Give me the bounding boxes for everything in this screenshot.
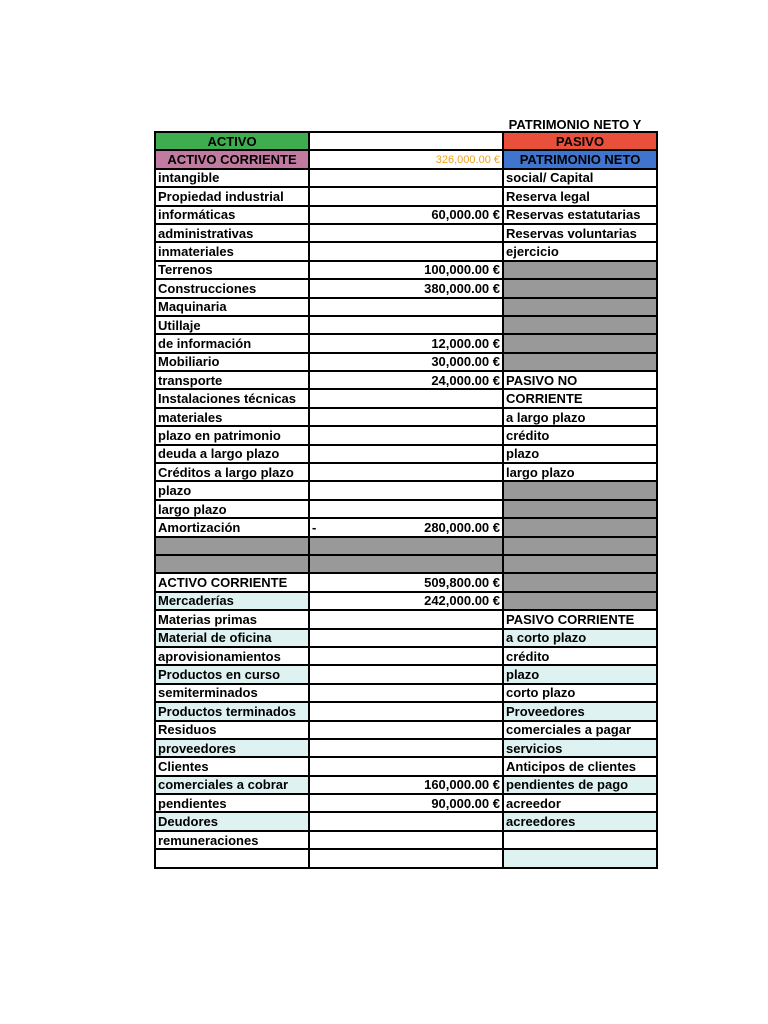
table-row — [155, 353, 657, 371]
activo-cell[interactable]: comerciales a cobrar — [155, 776, 309, 794]
amount-cell[interactable] — [309, 849, 503, 867]
amount-cell[interactable] — [309, 702, 503, 720]
pasivo-cell[interactable] — [503, 316, 657, 334]
table-row — [155, 518, 657, 536]
activo-cell[interactable]: Clientes — [155, 757, 309, 775]
pasivo-cell[interactable]: Anticipos de clientes — [503, 757, 657, 775]
balance-table — [154, 131, 658, 869]
header-blank[interactable] — [309, 132, 503, 150]
patrimonio-neto-header[interactable]: PATRIMONIO NETO — [503, 150, 657, 168]
activo-corriente-header[interactable]: ACTIVO CORRIENTE — [155, 150, 309, 168]
pasivo-cell[interactable]: Reservas estatutarias — [503, 206, 657, 224]
pasivo-cell[interactable]: corto plazo — [503, 684, 657, 702]
activo-cell[interactable]: ACTIVO CORRIENTE — [155, 573, 309, 591]
pasivo-cell[interactable] — [503, 573, 657, 591]
amount-cell[interactable]: 509,800.00 € — [309, 573, 503, 591]
pasivo-cell[interactable]: crédito — [503, 647, 657, 665]
table-row — [155, 316, 657, 334]
pasivo-cell[interactable]: PASIVO NO — [503, 371, 657, 389]
table-row — [155, 831, 657, 849]
amount-cell[interactable]: 12,000.00 € — [309, 334, 503, 352]
table-row — [155, 684, 657, 702]
pasivo-cell[interactable]: Proveedores — [503, 702, 657, 720]
table-row — [155, 187, 657, 205]
activo-cell[interactable]: informáticas — [155, 206, 309, 224]
pasivo-cell[interactable]: plazo — [503, 665, 657, 683]
activo-cell[interactable]: administrativas — [155, 224, 309, 242]
table-row — [155, 721, 657, 739]
table-row — [155, 426, 657, 444]
activo-cell[interactable] — [155, 555, 309, 573]
activo-cell[interactable]: largo plazo — [155, 500, 309, 518]
table-row — [155, 665, 657, 683]
amount-cell[interactable] — [309, 739, 503, 757]
amount-cell[interactable]: 90,000.00 € — [309, 794, 503, 812]
table-row — [155, 169, 657, 187]
amount-cell[interactable] — [309, 242, 503, 260]
pasivo-cell[interactable] — [503, 279, 657, 297]
table-row — [155, 481, 657, 499]
activo-cell[interactable]: Amortización — [155, 518, 309, 536]
amount-split — [312, 521, 500, 534]
activo-cell[interactable]: Terrenos — [155, 261, 309, 279]
pasivo-cell[interactable]: a corto plazo — [503, 629, 657, 647]
activo-cell[interactable] — [155, 849, 309, 867]
table-row — [155, 463, 657, 481]
pasivo-cell[interactable]: acreedor — [503, 794, 657, 812]
table-row — [155, 776, 657, 794]
activo-cell[interactable]: Deudores — [155, 812, 309, 830]
activo-corriente-value: 326,000.00 € — [435, 154, 500, 167]
amount-cell[interactable]: 160,000.00 € — [309, 776, 503, 794]
activo-cell[interactable]: inmateriales — [155, 242, 309, 260]
activo-cell[interactable]: remuneraciones — [155, 831, 309, 849]
activo-cell[interactable]: transporte — [155, 371, 309, 389]
activo-cell[interactable]: Construcciones — [155, 279, 309, 297]
amount-cell[interactable] — [309, 684, 503, 702]
pasivo-cell[interactable] — [503, 298, 657, 316]
table-row — [155, 555, 657, 573]
amount-value: 280,000.00 € — [424, 519, 500, 535]
amount-cell[interactable] — [309, 647, 503, 665]
amount-cell[interactable] — [309, 426, 503, 444]
pasivo-cell[interactable]: pendientes de pago — [503, 776, 657, 794]
table-row — [155, 629, 657, 647]
table-row — [155, 371, 657, 389]
pasivo-cell[interactable] — [503, 261, 657, 279]
pasivo-cell[interactable]: Reserva legal — [503, 187, 657, 205]
table-row — [155, 702, 657, 720]
table-row — [155, 739, 657, 757]
activo-cell[interactable]: Utillaje — [155, 316, 309, 334]
amount-cell[interactable]: 380,000.00 € — [309, 279, 503, 297]
pasivo-cell[interactable] — [503, 592, 657, 610]
pasivo-cell[interactable] — [503, 353, 657, 371]
top-note: PATRIMONIO NETO Y — [508, 118, 642, 132]
table-row — [155, 206, 657, 224]
activo-cell[interactable]: pendientes — [155, 794, 309, 812]
table-row — [155, 242, 657, 260]
pasivo-cell[interactable] — [503, 555, 657, 573]
activo-cell[interactable]: Mobiliario — [155, 353, 309, 371]
activo-cell[interactable]: Material de oficina — [155, 629, 309, 647]
amount-cell[interactable] — [309, 757, 503, 775]
activo-cell[interactable]: materiales — [155, 408, 309, 426]
table-row — [155, 812, 657, 830]
amount-cell[interactable] — [309, 555, 503, 573]
activo-header[interactable]: ACTIVO — [155, 132, 309, 150]
table-row — [155, 389, 657, 407]
activo-cell[interactable]: plazo en patrimonio — [155, 426, 309, 444]
table-row — [155, 334, 657, 352]
table-row — [155, 408, 657, 426]
activo-cell[interactable]: Propiedad industrial — [155, 187, 309, 205]
amount-cell[interactable] — [309, 629, 503, 647]
table-row — [155, 298, 657, 316]
amount-cell[interactable] — [309, 169, 503, 187]
pasivo-cell[interactable] — [503, 500, 657, 518]
amount-cell[interactable] — [309, 481, 503, 499]
table-row — [155, 757, 657, 775]
amount-cell[interactable] — [309, 445, 503, 463]
pasivo-cell[interactable]: servicios — [503, 739, 657, 757]
pasivo-header[interactable]: PASIVO — [503, 132, 657, 150]
amount-cell[interactable]: 242,000.00 € — [309, 592, 503, 610]
amount-cell[interactable]: 24,000.00 € — [309, 371, 503, 389]
amount-cell[interactable]: 60,000.00 € — [309, 206, 503, 224]
pasivo-cell[interactable] — [503, 481, 657, 499]
amount-cell[interactable] — [309, 389, 503, 407]
amount-cell[interactable] — [309, 224, 503, 242]
pasivo-cell[interactable]: largo plazo — [503, 463, 657, 481]
amount-cell[interactable] — [309, 408, 503, 426]
amount-cell[interactable] — [309, 500, 503, 518]
table-row — [155, 794, 657, 812]
activo-cell[interactable]: de información — [155, 334, 309, 352]
activo-cell[interactable] — [155, 537, 309, 555]
activo-cell[interactable]: Mercaderías — [155, 592, 309, 610]
activo-cell[interactable]: aprovisionamientos — [155, 647, 309, 665]
amount-cell[interactable]: 100,000.00 € — [309, 261, 503, 279]
pasivo-cell[interactable]: social/ Capital — [503, 169, 657, 187]
activo-cell[interactable]: Instalaciones técnicas — [155, 389, 309, 407]
pasivo-cell[interactable] — [503, 334, 657, 352]
activo-cell[interactable]: proveedores — [155, 739, 309, 757]
table-row — [155, 647, 657, 665]
pasivo-cell[interactable]: PASIVO CORRIENTE — [503, 610, 657, 628]
amount-cell[interactable] — [309, 316, 503, 334]
amount-cell[interactable] — [309, 831, 503, 849]
pasivo-cell[interactable] — [503, 831, 657, 849]
table-row — [155, 592, 657, 610]
pasivo-cell[interactable]: acreedores — [503, 812, 657, 830]
activo-cell[interactable]: Créditos a largo plazo — [155, 463, 309, 481]
activo-cell[interactable]: Productos terminados — [155, 702, 309, 720]
table-row — [155, 445, 657, 463]
activo-cell[interactable]: semiterminados — [155, 684, 309, 702]
activo-cell[interactable]: plazo — [155, 481, 309, 499]
activo-corriente-total[interactable] — [309, 150, 503, 168]
activo-cell[interactable]: Residuos — [155, 721, 309, 739]
pasivo-cell[interactable]: ejercicio — [503, 242, 657, 260]
subheader-row — [155, 150, 657, 168]
table-row — [155, 261, 657, 279]
table-row — [155, 610, 657, 628]
pasivo-cell[interactable]: Reservas voluntarias — [503, 224, 657, 242]
table-row — [155, 849, 657, 867]
amount-cell[interactable] — [309, 463, 503, 481]
table-row — [155, 573, 657, 591]
activo-cell[interactable]: Maquinaria — [155, 298, 309, 316]
pasivo-cell[interactable]: CORRIENTE — [503, 389, 657, 407]
amount-cell[interactable] — [309, 187, 503, 205]
amount-cell[interactable] — [309, 721, 503, 739]
pasivo-cell[interactable] — [503, 849, 657, 867]
amount-cell[interactable] — [309, 610, 503, 628]
amount-cell[interactable] — [309, 518, 503, 536]
activo-cell[interactable]: intangible — [155, 169, 309, 187]
pasivo-cell[interactable]: plazo — [503, 445, 657, 463]
table-row — [155, 279, 657, 297]
pasivo-cell[interactable] — [503, 537, 657, 555]
amount-cell[interactable]: 30,000.00 € — [309, 353, 503, 371]
table-row — [155, 224, 657, 242]
table-row — [155, 537, 657, 555]
amount-sign: - — [312, 519, 317, 535]
pasivo-cell[interactable]: comerciales a pagar — [503, 721, 657, 739]
amount-cell[interactable] — [309, 812, 503, 830]
activo-cell[interactable]: Materias primas — [155, 610, 309, 628]
table-row — [155, 500, 657, 518]
amount-cell[interactable] — [309, 537, 503, 555]
activo-cell[interactable]: deuda a largo plazo — [155, 445, 309, 463]
header-row — [155, 132, 657, 150]
amount-cell[interactable] — [309, 665, 503, 683]
pasivo-cell[interactable]: a largo plazo — [503, 408, 657, 426]
pasivo-cell[interactable]: crédito — [503, 426, 657, 444]
amount-cell[interactable] — [309, 298, 503, 316]
activo-cell[interactable]: Productos en curso — [155, 665, 309, 683]
pasivo-cell[interactable] — [503, 518, 657, 536]
